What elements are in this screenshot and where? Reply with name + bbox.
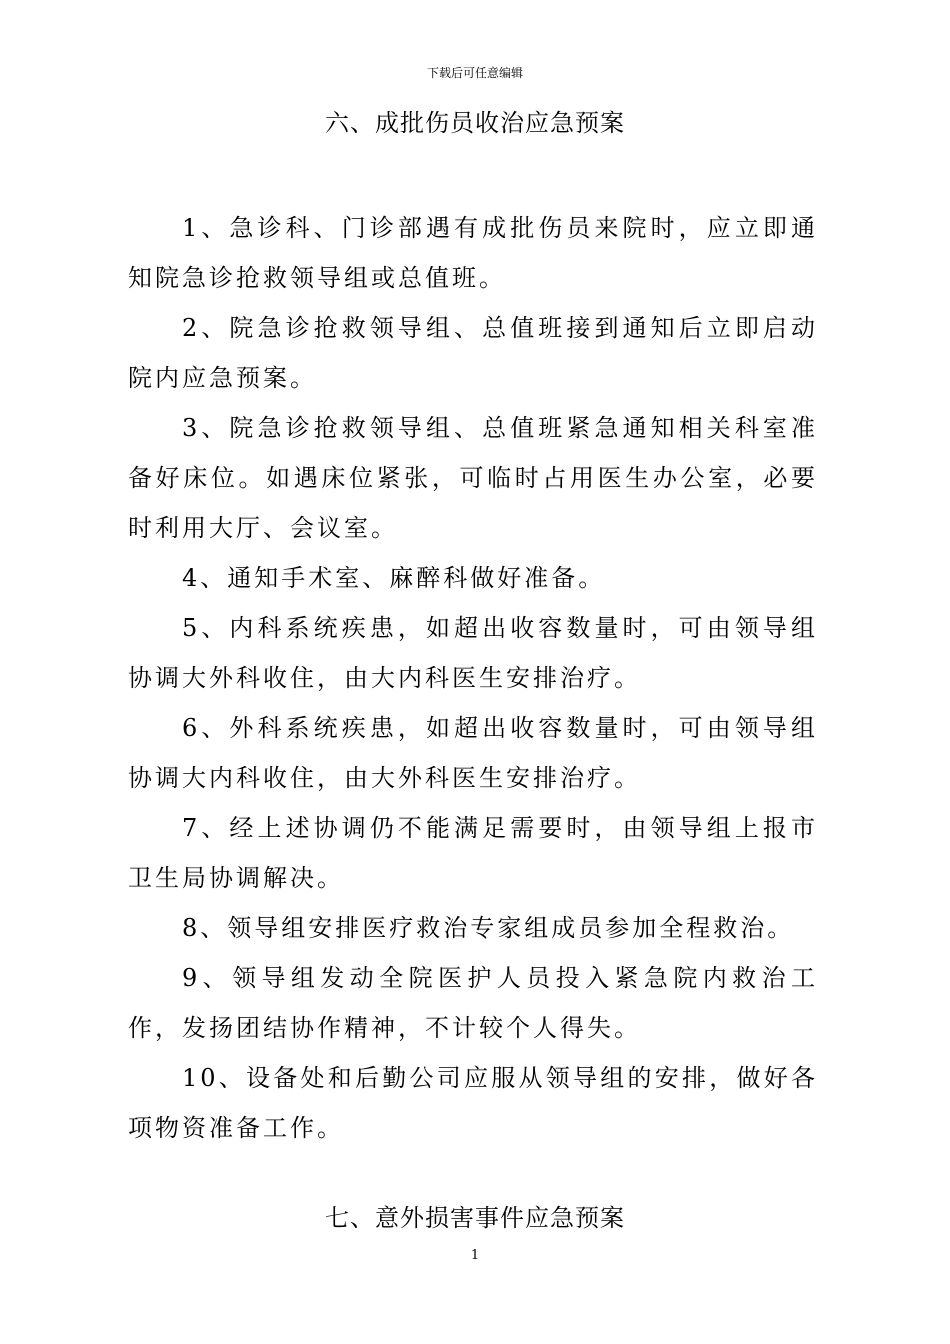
paragraph-3: 3、院急诊抢救领导组、总值班紧急通知相关科室准备好床位。如遇床位紧张，可临时占用医生办公室，必要时利用大厅、会议室。 — [128, 414, 818, 542]
section-title-6: 六、成批伤员收治应急预案 — [325, 109, 625, 137]
paragraph-8: 8、领导组安排医疗救治专家组成员参加全程救治。 — [182, 914, 795, 942]
header-note: 下载后可任意编辑 — [426, 66, 523, 80]
paragraph-6: 6、外科系统疾患，如超出收容数量时，可由领导组协调大内科收住，由大外科医生安排治疗。 — [128, 714, 818, 792]
paragraph-9: 9、领导组发动全院医护人员投入紧急院内救治工作，发扬团结协作精神，不计较个人得失。 — [128, 964, 818, 1042]
section-title-7: 七、意外损害事件应急预案 — [325, 1204, 625, 1232]
document-body — [128, 203, 818, 1153]
paragraph-5: 5、内科系统疾患，如超出收容数量时，可由领导组协调大外科收住，由大内科医生安排治疗。 — [128, 614, 818, 692]
paragraph-4: 4、通知手术室、麻醉科做好准备。 — [182, 564, 606, 592]
paragraph-10: 10、设备处和后勤公司应服从领导组的安排，做好各项物资准备工作。 — [128, 1064, 818, 1142]
paragraph-2: 2、院急诊抢救领导组、总值班接到通知后立即启动院内应急预案。 — [128, 314, 818, 392]
page-number: 1 — [470, 1248, 480, 1263]
paragraph-7: 7、经上述协调仍不能满足需要时，由领导组上报市卫生局协调解决。 — [128, 814, 818, 892]
paragraph-1: 1、急诊科、门诊部遇有成批伤员来院时，应立即通知院急诊抢救领导组或总值班。 — [128, 214, 818, 292]
